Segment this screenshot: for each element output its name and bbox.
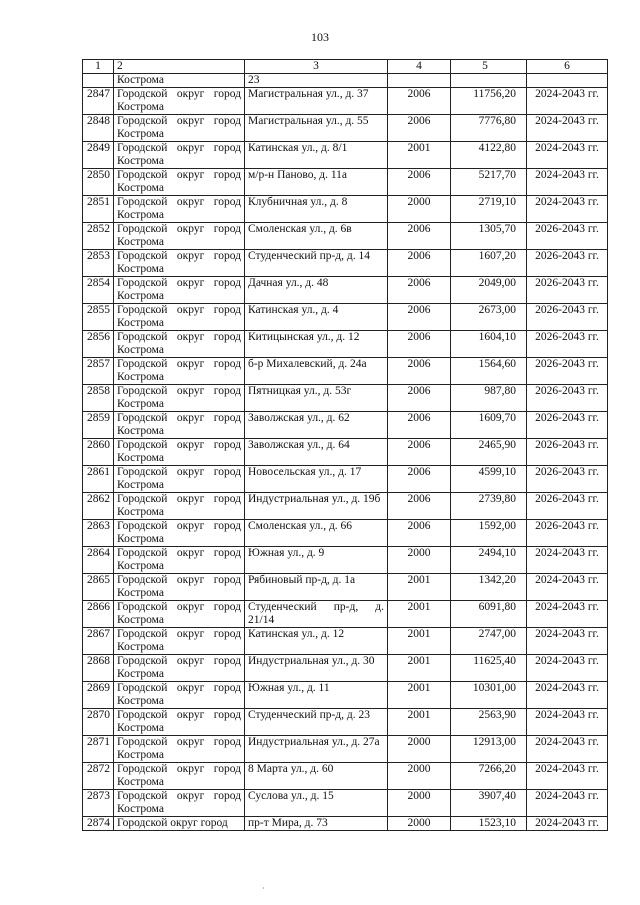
address-cell: м/р-н Паново, д. 11а	[245, 169, 388, 196]
continuation-address-cell: 23	[245, 74, 388, 88]
header-col-6: 6	[527, 60, 608, 74]
address-cell: Катинская ул., д. 12	[245, 628, 388, 655]
row-number-cell: 2862	[83, 493, 114, 520]
row-number-cell: 2847	[83, 88, 114, 115]
table-header-row	[83, 60, 608, 74]
municipality-cell: Городской округ город Кострома	[114, 439, 245, 466]
area-cell: 2739,80	[451, 493, 527, 520]
row-number-cell: 2850	[83, 169, 114, 196]
period-cell: 2026-2043 гг.	[527, 493, 608, 520]
address-cell: Индустриальная ул., д. 19б	[245, 493, 388, 520]
period-cell: 2024-2043 гг.	[527, 736, 608, 763]
address-cell: Катинская ул., д. 8/1	[245, 142, 388, 169]
year-cell: 2006	[388, 520, 451, 547]
municipality-cell: Городской округ город Кострома	[114, 682, 245, 709]
address-cell: Рябиновый пр-д, д. 1а	[245, 574, 388, 601]
period-cell: 2024-2043 гг.	[527, 547, 608, 574]
period-cell: 2024-2043 гг.	[527, 763, 608, 790]
row-number-cell: 2863	[83, 520, 114, 547]
municipality-cell: Городской округ город Кострома	[114, 466, 245, 493]
municipality-cell: Городской округ город Кострома	[114, 250, 245, 277]
continuation-number-cell	[83, 74, 114, 88]
year-cell: 2001	[388, 682, 451, 709]
table-row	[83, 601, 608, 628]
period-cell: 2026-2043 гг.	[527, 520, 608, 547]
area-cell: 2465,90	[451, 439, 527, 466]
row-number-cell: 2871	[83, 736, 114, 763]
table-row	[83, 790, 608, 817]
table-row	[83, 682, 608, 709]
year-cell: 2001	[388, 574, 451, 601]
continuation-year-cell	[388, 74, 451, 88]
address-cell: Южная ул., д. 11	[245, 682, 388, 709]
row-number-cell: 2866	[83, 601, 114, 628]
row-number-cell: 2868	[83, 655, 114, 682]
municipality-cell: Городской округ город Кострома	[114, 601, 245, 628]
table-row	[83, 574, 608, 601]
table-row	[83, 655, 608, 682]
period-cell: 2024-2043 гг.	[527, 817, 608, 831]
area-cell: 1305,70	[451, 223, 527, 250]
address-cell: Заволжская ул., д. 64	[245, 439, 388, 466]
area-cell: 2719,10	[451, 196, 527, 223]
address-cell: Южная ул., д. 9	[245, 547, 388, 574]
address-cell: Суслова ул., д. 15	[245, 790, 388, 817]
row-number-cell: 2864	[83, 547, 114, 574]
continuation-area-cell	[451, 74, 527, 88]
period-cell: 2024-2043 гг.	[527, 88, 608, 115]
address-cell: Пятницкая ул., д. 53г	[245, 385, 388, 412]
area-cell: 3907,40	[451, 790, 527, 817]
period-cell: 2026-2043 гг.	[527, 250, 608, 277]
area-cell: 2747,00	[451, 628, 527, 655]
address-cell: Китицынская ул., д. 12	[245, 331, 388, 358]
year-cell: 2006	[388, 412, 451, 439]
municipality-cell: Городской округ город Кострома	[114, 547, 245, 574]
period-cell: 2026-2043 гг.	[527, 223, 608, 250]
municipality-cell: Городской округ город Кострома	[114, 142, 245, 169]
municipality-cell: Городской округ город	[114, 817, 245, 831]
row-number-cell: 2861	[83, 466, 114, 493]
table-row	[83, 439, 608, 466]
area-cell: 11756,20	[451, 88, 527, 115]
municipality-cell: Городской округ город Кострома	[114, 196, 245, 223]
municipality-cell: Городской округ город Кострома	[114, 358, 245, 385]
address-cell: пр-т Мира, д. 73	[245, 817, 388, 831]
table-row	[83, 304, 608, 331]
period-cell: 2026-2043 гг.	[527, 331, 608, 358]
area-cell: 10301,00	[451, 682, 527, 709]
area-cell: 1592,00	[451, 520, 527, 547]
table-row	[83, 169, 608, 196]
area-cell: 5217,70	[451, 169, 527, 196]
year-cell: 2000	[388, 763, 451, 790]
year-cell: 2006	[388, 385, 451, 412]
year-cell: 2006	[388, 466, 451, 493]
address-cell: Магистральная ул., д. 37	[245, 88, 388, 115]
area-cell: 6091,80	[451, 601, 527, 628]
address-cell: 8 Марта ул., д. 60	[245, 763, 388, 790]
year-cell: 2006	[388, 439, 451, 466]
table-row	[83, 142, 608, 169]
year-cell: 2006	[388, 277, 451, 304]
row-number-cell: 2852	[83, 223, 114, 250]
period-cell: 2024-2043 гг.	[527, 790, 608, 817]
table-row	[83, 115, 608, 142]
year-cell: 2006	[388, 223, 451, 250]
municipality-cell: Городской округ город Кострома	[114, 331, 245, 358]
period-cell: 2024-2043 гг.	[527, 628, 608, 655]
year-cell: 2006	[388, 115, 451, 142]
area-cell: 1342,20	[451, 574, 527, 601]
municipality-cell: Городской округ город Кострома	[114, 628, 245, 655]
area-cell: 1607,20	[451, 250, 527, 277]
row-number-cell: 2858	[83, 385, 114, 412]
year-cell: 2001	[388, 601, 451, 628]
period-cell: 2024-2043 гг.	[527, 655, 608, 682]
year-cell: 2001	[388, 709, 451, 736]
table-row	[83, 412, 608, 439]
address-cell: б-р Михалевский, д. 24а	[245, 358, 388, 385]
address-cell: Индустриальная ул., д. 27а	[245, 736, 388, 763]
row-number-cell: 2854	[83, 277, 114, 304]
row-number-cell: 2857	[83, 358, 114, 385]
address-cell: Студенческий пр-д, д. 23	[245, 709, 388, 736]
header-col-3: 3	[245, 60, 388, 74]
area-cell: 987,80	[451, 385, 527, 412]
row-number-cell: 2865	[83, 574, 114, 601]
continuation-period-cell	[527, 74, 608, 88]
period-cell: 2026-2043 гг.	[527, 304, 608, 331]
housing-register-table	[82, 59, 608, 831]
year-cell: 2001	[388, 628, 451, 655]
header-col-2: 2	[114, 60, 245, 74]
row-number-cell: 2853	[83, 250, 114, 277]
continuation-municipality-cell: Кострома	[114, 74, 245, 88]
table-row	[83, 223, 608, 250]
area-cell: 7266,20	[451, 763, 527, 790]
year-cell: 2006	[388, 88, 451, 115]
year-cell: 2000	[388, 736, 451, 763]
year-cell: 2000	[388, 196, 451, 223]
row-number-cell: 2851	[83, 196, 114, 223]
address-cell: Катинская ул., д. 4	[245, 304, 388, 331]
area-cell: 4599,10	[451, 466, 527, 493]
address-cell: Новосельская ул., д. 17	[245, 466, 388, 493]
table-row	[83, 385, 608, 412]
table-row	[83, 466, 608, 493]
header-col-5: 5	[451, 60, 527, 74]
page-number: 103	[311, 30, 329, 44]
municipality-cell: Городской округ город Кострома	[114, 520, 245, 547]
municipality-cell: Городской округ город Кострома	[114, 115, 245, 142]
year-cell: 2001	[388, 655, 451, 682]
row-number-cell: 2867	[83, 628, 114, 655]
table-row	[83, 196, 608, 223]
year-cell: 2001	[388, 142, 451, 169]
table-row	[83, 277, 608, 304]
municipality-cell: Городской округ город Кострома	[114, 763, 245, 790]
year-cell: 2000	[388, 547, 451, 574]
period-cell: 2024-2043 гг.	[527, 601, 608, 628]
row-number-cell: 2859	[83, 412, 114, 439]
table-row	[83, 331, 608, 358]
municipality-cell: Городской округ город Кострома	[114, 574, 245, 601]
year-cell: 2006	[388, 304, 451, 331]
year-cell: 2006	[388, 331, 451, 358]
period-cell: 2026-2043 гг.	[527, 439, 608, 466]
year-cell: 2000	[388, 817, 451, 831]
area-cell: 11625,40	[451, 655, 527, 682]
row-number-cell: 2849	[83, 142, 114, 169]
area-cell: 1604,10	[451, 331, 527, 358]
area-cell: 2049,00	[451, 277, 527, 304]
address-cell: Студенческий пр-д, д. 14	[245, 250, 388, 277]
table-row	[83, 709, 608, 736]
period-cell: 2024-2043 гг.	[527, 142, 608, 169]
municipality-cell: Городской округ город Кострома	[114, 223, 245, 250]
year-cell: 2006	[388, 493, 451, 520]
area-cell: 2494,10	[451, 547, 527, 574]
municipality-cell: Городской округ город Кострома	[114, 304, 245, 331]
address-cell: Клубничная ул., д. 8	[245, 196, 388, 223]
period-cell: 2024-2043 гг.	[527, 709, 608, 736]
municipality-cell: Городской округ город Кострома	[114, 169, 245, 196]
header-col-4: 4	[388, 60, 451, 74]
municipality-cell: Городской округ город Кострома	[114, 655, 245, 682]
municipality-cell: Городской округ город Кострома	[114, 277, 245, 304]
table-row	[83, 493, 608, 520]
table-row	[83, 547, 608, 574]
address-cell: Смоленская ул., д. 6в	[245, 223, 388, 250]
row-number-cell: 2873	[83, 790, 114, 817]
area-cell: 1523,10	[451, 817, 527, 831]
period-cell: 2024-2043 гг.	[527, 196, 608, 223]
period-cell: 2024-2043 гг.	[527, 574, 608, 601]
municipality-cell: Городской округ город Кострома	[114, 88, 245, 115]
area-cell: 2563,90	[451, 709, 527, 736]
municipality-cell: Городской округ город Кострома	[114, 790, 245, 817]
address-cell: Магистральная ул., д. 55	[245, 115, 388, 142]
row-number-cell: 2855	[83, 304, 114, 331]
area-cell: 4122,80	[451, 142, 527, 169]
table-row	[83, 763, 608, 790]
municipality-cell: Городской округ город Кострома	[114, 709, 245, 736]
table-row	[83, 358, 608, 385]
area-cell: 1609,70	[451, 412, 527, 439]
row-number-cell: 2860	[83, 439, 114, 466]
table-row	[83, 88, 608, 115]
period-cell: 2024-2043 гг.	[527, 169, 608, 196]
municipality-cell: Городской округ город Кострома	[114, 412, 245, 439]
period-cell: 2024-2043 гг.	[527, 682, 608, 709]
year-cell: 2006	[388, 250, 451, 277]
period-cell: 2026-2043 гг.	[527, 385, 608, 412]
period-cell: 2026-2043 гг.	[527, 277, 608, 304]
year-cell: 2006	[388, 169, 451, 196]
table-row	[83, 250, 608, 277]
address-cell: Смоленская ул., д. 66	[245, 520, 388, 547]
address-cell: Дачная ул., д. 48	[245, 277, 388, 304]
row-number-cell: 2869	[83, 682, 114, 709]
address-cell: Индустриальная ул., д. 30	[245, 655, 388, 682]
municipality-cell: Городской округ город Кострома	[114, 736, 245, 763]
year-cell: 2000	[388, 790, 451, 817]
municipality-cell: Городской округ город Кострома	[114, 385, 245, 412]
table-row	[83, 520, 608, 547]
row-number-cell: 2870	[83, 709, 114, 736]
area-cell: 1564,60	[451, 358, 527, 385]
scan-mark: ·	[262, 884, 265, 893]
period-cell: 2026-2043 гг.	[527, 466, 608, 493]
continuation-row	[83, 74, 608, 88]
municipality-cell: Городской округ город Кострома	[114, 493, 245, 520]
address-cell: Заволжская ул., д. 62	[245, 412, 388, 439]
row-number-cell: 2872	[83, 763, 114, 790]
year-cell: 2006	[388, 358, 451, 385]
period-cell: 2024-2043 гг.	[527, 115, 608, 142]
row-number-cell: 2848	[83, 115, 114, 142]
row-number-cell: 2874	[83, 817, 114, 831]
row-number-cell: 2856	[83, 331, 114, 358]
header-col-1: 1	[83, 60, 114, 74]
area-cell: 2673,00	[451, 304, 527, 331]
area-cell: 7776,80	[451, 115, 527, 142]
period-cell: 2026-2043 гг.	[527, 412, 608, 439]
table-row	[83, 736, 608, 763]
table-row	[83, 817, 608, 831]
period-cell: 2026-2043 гг.	[527, 358, 608, 385]
area-cell: 12913,00	[451, 736, 527, 763]
table-row	[83, 628, 608, 655]
address-cell: Студенческий пр-д, д. 21/14	[245, 601, 388, 628]
